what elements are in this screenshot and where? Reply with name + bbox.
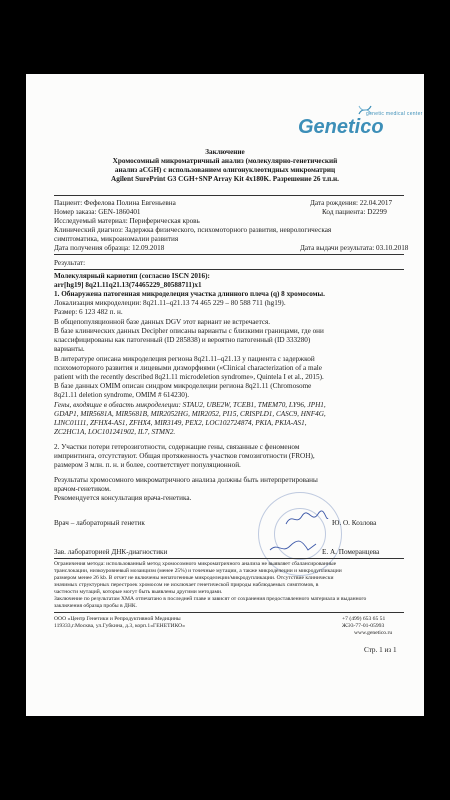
report-document <box>26 74 424 716</box>
report-subtitle-3: Agilent SurePrint G3 CGH+SNP Array Kit 4x180K. Разрешение 26 т.п.н. <box>111 175 339 183</box>
divider <box>54 195 404 196</box>
organization-name: ООО «Центр Генетики и Репродуктивной Медицины <box>54 616 181 622</box>
decipher-line2: классифицированы как патогенный (ID 285838) и вероятно патогенный (ID 333280) <box>54 336 311 344</box>
divider <box>54 254 404 255</box>
diagnosis-line2: симптоматика, микроаномалии развития <box>54 235 179 243</box>
disclaimer-line4: значимых структурных перестроек хромосом не исключает генетической природы наблюдаемых симптомов, в <box>54 582 319 588</box>
diagnosis-line1: Клинический диагноз: Задержка физического, психомоторного развития, неврологическая <box>54 226 332 234</box>
report-subtitle-2: анализ aCGH) с использованием олигонуклеотидных микроматриц <box>114 166 336 174</box>
disclaimer-line2: транслокации, низкоуровневый мозаицизм (менее 25%) и точечные мутации, а также микроделеции и микродупликации <box>54 568 342 574</box>
report-subtitle-1: Хромосомный микроматричный анализ (молекулярно-генетический <box>112 157 338 165</box>
omim-line2: 8q21.11 deletion syndrome, OMIM # 614230). <box>54 391 190 399</box>
divider <box>54 612 404 613</box>
issued-date: Дата выдачи результата: 03.10.2018 <box>300 244 409 252</box>
decipher-line3: варианты. <box>54 345 85 353</box>
finding-2-line3: размером 3 млн. п. н. и более, соответствует популяционной. <box>54 461 241 469</box>
birth-date: Дата рождения: 22.04.2017 <box>310 199 393 207</box>
phone-1: +7 (499) 653 65 51 <box>342 616 386 622</box>
page-number: Стр. 1 из 1 <box>364 646 397 654</box>
divider <box>54 269 404 270</box>
literature-line3: patient with the recently described 8q21.11 microdeletion syndrome», Quintela I et al., 2015). <box>54 373 324 381</box>
deletion-size: Размер: 6 123 482 п. н. <box>54 308 123 316</box>
finding-1: 1. Обнаружена патогенная микроделеция участка длинного плеча (q) 8 хромосомы. <box>54 290 325 298</box>
disclaimer-line3: размером менее 26 kb. В отчет не включены непатогенные микроделеции/микродупликации. Отсутствие клинически <box>54 575 334 581</box>
website: www.genetico.ru <box>354 630 393 636</box>
disclaimer-line1: Ограничения метода: использованный метод хромосомного микроматричного анализа не выявляет сбалансированные <box>54 561 337 567</box>
genetico-logo: Genetico <box>298 116 384 138</box>
material: Исследуемый материал: Периферическая кровь <box>54 217 200 225</box>
disclaimer-line7: заключения образца пробы в ДНК. <box>54 603 138 609</box>
dgv-note: В общепопуляционной базе данных DGV этот вариант не встречается. <box>54 318 271 326</box>
doctor-signature <box>284 510 330 528</box>
results-heading: Результат: <box>54 259 86 267</box>
patient-name: Пациент: Фефелова Полина Евгеньевна <box>54 199 176 207</box>
received-date: Дата получения образца: 12.09.2018 <box>54 244 165 252</box>
interpretation-line2: врачом-генетиком. <box>54 485 111 493</box>
phone-2: ЖЭ3-77-01-05993 <box>342 623 385 629</box>
logo-tagline: genetic medical center <box>366 111 423 117</box>
decipher-line1: В базе клинических данных Decipher описаны варианты с близкими границами, где они <box>54 327 324 335</box>
genes-line3: LINC01111, ZFHX4-AS1, ZFHX4, MIR3149, PEX2, LOC102724874, PKIA, PKIA-AS1, <box>54 419 307 427</box>
karyotype-value: arr[hg19] 8q21.11q21.13(74465229_80588711)x1 <box>54 281 202 289</box>
localization: Локализация микроделеции: 8q21.11–q21.13 74 465 229 – 80 588 711 (hg19). <box>54 299 286 307</box>
head-role: Зав. лабораторией ДНК-диагностики <box>54 548 168 556</box>
doctor-name: Ю. О. Козлова <box>332 519 377 527</box>
literature-line1: В литературе описана микроделеция региона 8q21.11–q21.13 у пациента с задержкой <box>54 355 315 363</box>
karyotype-label: Молекулярный кариотип (согласно ISCN 2016): <box>54 272 210 280</box>
genes-line1: Гены, входящие в область микроделеции: STAU2, UBE2W, TCEB1, TMEM70, LY96, JPH1, <box>54 401 326 409</box>
doctor-role: Врач – лабораторный генетик <box>54 519 145 527</box>
order-number: Номер заказа: GEN-1860401 <box>54 208 141 216</box>
patient-code: Код пациента: D2299 <box>322 208 387 216</box>
report-title: Заключение <box>205 148 245 156</box>
interpretation-line1: Результаты хромосомного микроматричного анализа должны быть интерпретированы <box>54 476 318 484</box>
omim-line1: В базе данных OMIM описан синдром микроделеции региона 8q21.11 (Chromosome <box>54 382 312 390</box>
disclaimer-line5: частности мутаций, которые могут быть выявлены другими методами. <box>54 589 223 595</box>
finding-2-line2: импринтинга, отсутствуют. Общая протяженность участков гомозиготности (FROH), <box>54 452 315 460</box>
genes-line2: GDAP1, MIR5681A, MIR5681B, MIR2052HG, MIR2052, PI15, CRISPLD1, CASC9, HNF4G, <box>54 410 326 418</box>
head-name: Е. А. Померанцева <box>322 548 380 556</box>
divider <box>54 558 404 559</box>
dna-icon <box>358 104 372 116</box>
disclaimer-line6: Заключение по результатам ХМА отпечатано в последней главе и зависят от сохранения предоставленного материала и выданного <box>54 596 367 602</box>
recommendation: Рекомендуется консультация врача-генетика. <box>54 494 192 502</box>
literature-line2: психомоторного развития и лицевыми дизморфиями («Clinical characterization of a male <box>54 364 322 372</box>
organization-address: 119333,г.Москва, ул.Губкина, д.3, корп.1«ГЕНЕТИКО» <box>54 623 186 629</box>
head-signature <box>268 538 318 556</box>
genes-line4: ZC2HC1A, LOC101241902, IL7, STMN2. <box>54 428 176 436</box>
finding-2-line1: 2. Участки потери гетерозиготности, содержащие гены, связанные с феноменом <box>54 443 300 451</box>
